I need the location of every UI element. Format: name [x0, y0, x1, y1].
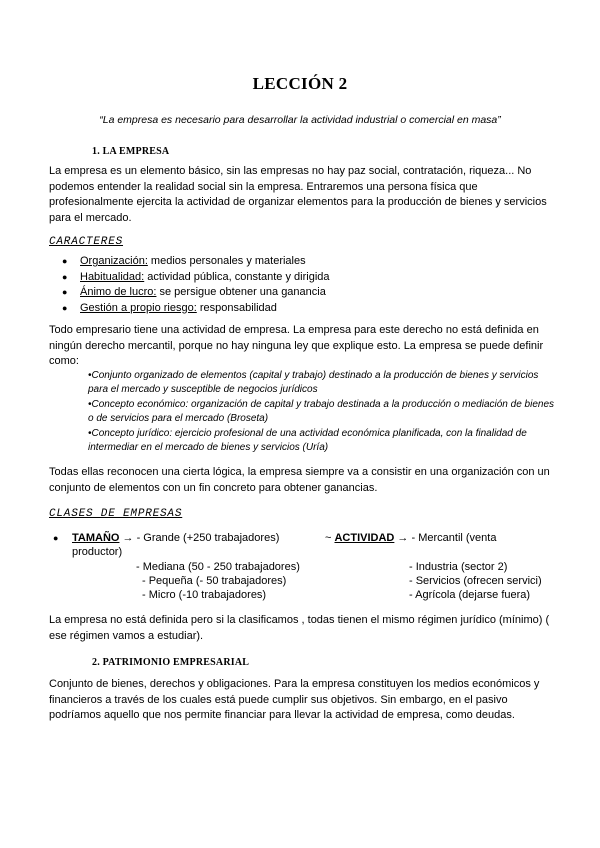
paragraph-regimen: La empresa no está definida pero si la clasificamos , todas tienen el mismo régimen jurídico (mínimo) ( ese régimen vamos a estudiar). — [49, 614, 550, 642]
actividad-label: ACTIVIDAD — [334, 532, 395, 544]
lesson-quote: “La empresa es necesario para desarrollar la actividad industrial o comercial en masa” — [99, 114, 501, 126]
actividad-line: ~ ACTIVIDAD → - Mercantil (venta — [325, 532, 497, 544]
paragraph-definicion: Todo empresario tiene una actividad de empresa. La empresa para este derecho no está definida en ningún derecho mercantil, porque no hay ninguna ley que explique esto. La empresa se puede definir como: — [49, 324, 544, 368]
section-heading-patrimonio: 2. PATRIMONIO EMPRESARIAL — [92, 657, 250, 668]
subheading-clases: CLASES DE EMPRESAS — [49, 508, 183, 520]
definitions-list — [88, 369, 556, 456]
definition-item: •Concepto jurídico: ejercicio profesional de una actividad económica planificada, con la finalidad de intermediar en el mercado de bienes y servicios (Uría) — [88, 428, 527, 453]
list-item: ● Organización: medios personales y materiales — [62, 254, 330, 270]
lesson-title: LECCIÓN 2 — [252, 74, 348, 93]
paragraph-patrimonio: Conjunto de bienes, derechos y obligaciones. Para la empresa constituyen los medios económicos y financieros a través de los cuales está puede cumplir sus objetivos. Sin embargo, en el pasivo podríamos aquello que nos permite financiar para llevar la actividad de empresa, como deudas. — [49, 678, 540, 722]
term: Ánimo de lucro: — [80, 286, 157, 298]
tamano-line: TAMAÑO → - Grande (+250 trabajadores) — [72, 532, 280, 544]
list-item: ● Ánimo de lucro: se persigue obtener una ganancia — [62, 285, 330, 301]
caracteres-list — [62, 254, 330, 316]
actividad-item: - Servicios (ofrecen servici) — [409, 575, 542, 587]
term: Habitualidad: — [80, 270, 145, 283]
actividad-item: - Industria (sector 2) — [409, 561, 508, 573]
tamano-item: - Micro (-10 trabajadores) — [142, 589, 267, 601]
tamano-label: TAMAÑO — [72, 532, 120, 544]
subheading-caracteres: CARACTERES — [49, 236, 124, 248]
tamano-item: - Mediana (50 - 250 trabajadores) — [136, 561, 300, 573]
paragraph-intro: La empresa es un elemento básico, sin las empresas no hay paz social, contratación, riqueza... No podemos entender la realidad social sin la empresa. Entraremos una persona física que profesionalmente ejercita la actividad de organizar elementos para la producción de bienes y servicios para el mercado. — [49, 165, 547, 224]
section-heading-empresa: 1. LA EMPRESA — [92, 146, 170, 157]
definition-item: •Concepto económico: organización de capital y trabajo destinada a la producción o mediación de bienes o de servicios para el mercado (Broseta) — [88, 399, 555, 424]
bullet-icon: ● — [53, 533, 59, 543]
definition-item: •Conjunto organizado de elementos (capital y trabajo) destinado a la producción de bienes y servicios para el mercado y susceptible de negocios jurídicos — [88, 370, 539, 395]
tamano-item: - Pequeña (- 50 trabajadores) — [142, 575, 287, 587]
list-item: ● Habitualidad: actividad pública, constante y dirigida — [62, 270, 330, 286]
list-item: ● Gestión a propio riesgo: responsabilidad — [62, 301, 330, 317]
term: Organización: — [80, 255, 148, 267]
term: Gestión a propio riesgo: — [80, 301, 197, 314]
actividad-item: - Agrícola (dejarse fuera) — [409, 589, 531, 601]
tamano-wrap: productor) — [72, 546, 123, 558]
paragraph-logica: Todas ellas reconocen una cierta lógica, la empresa siempre va a consistir en una organización con un conjunto de elementos con un fin concreto para obtener ganancias. — [49, 466, 550, 494]
